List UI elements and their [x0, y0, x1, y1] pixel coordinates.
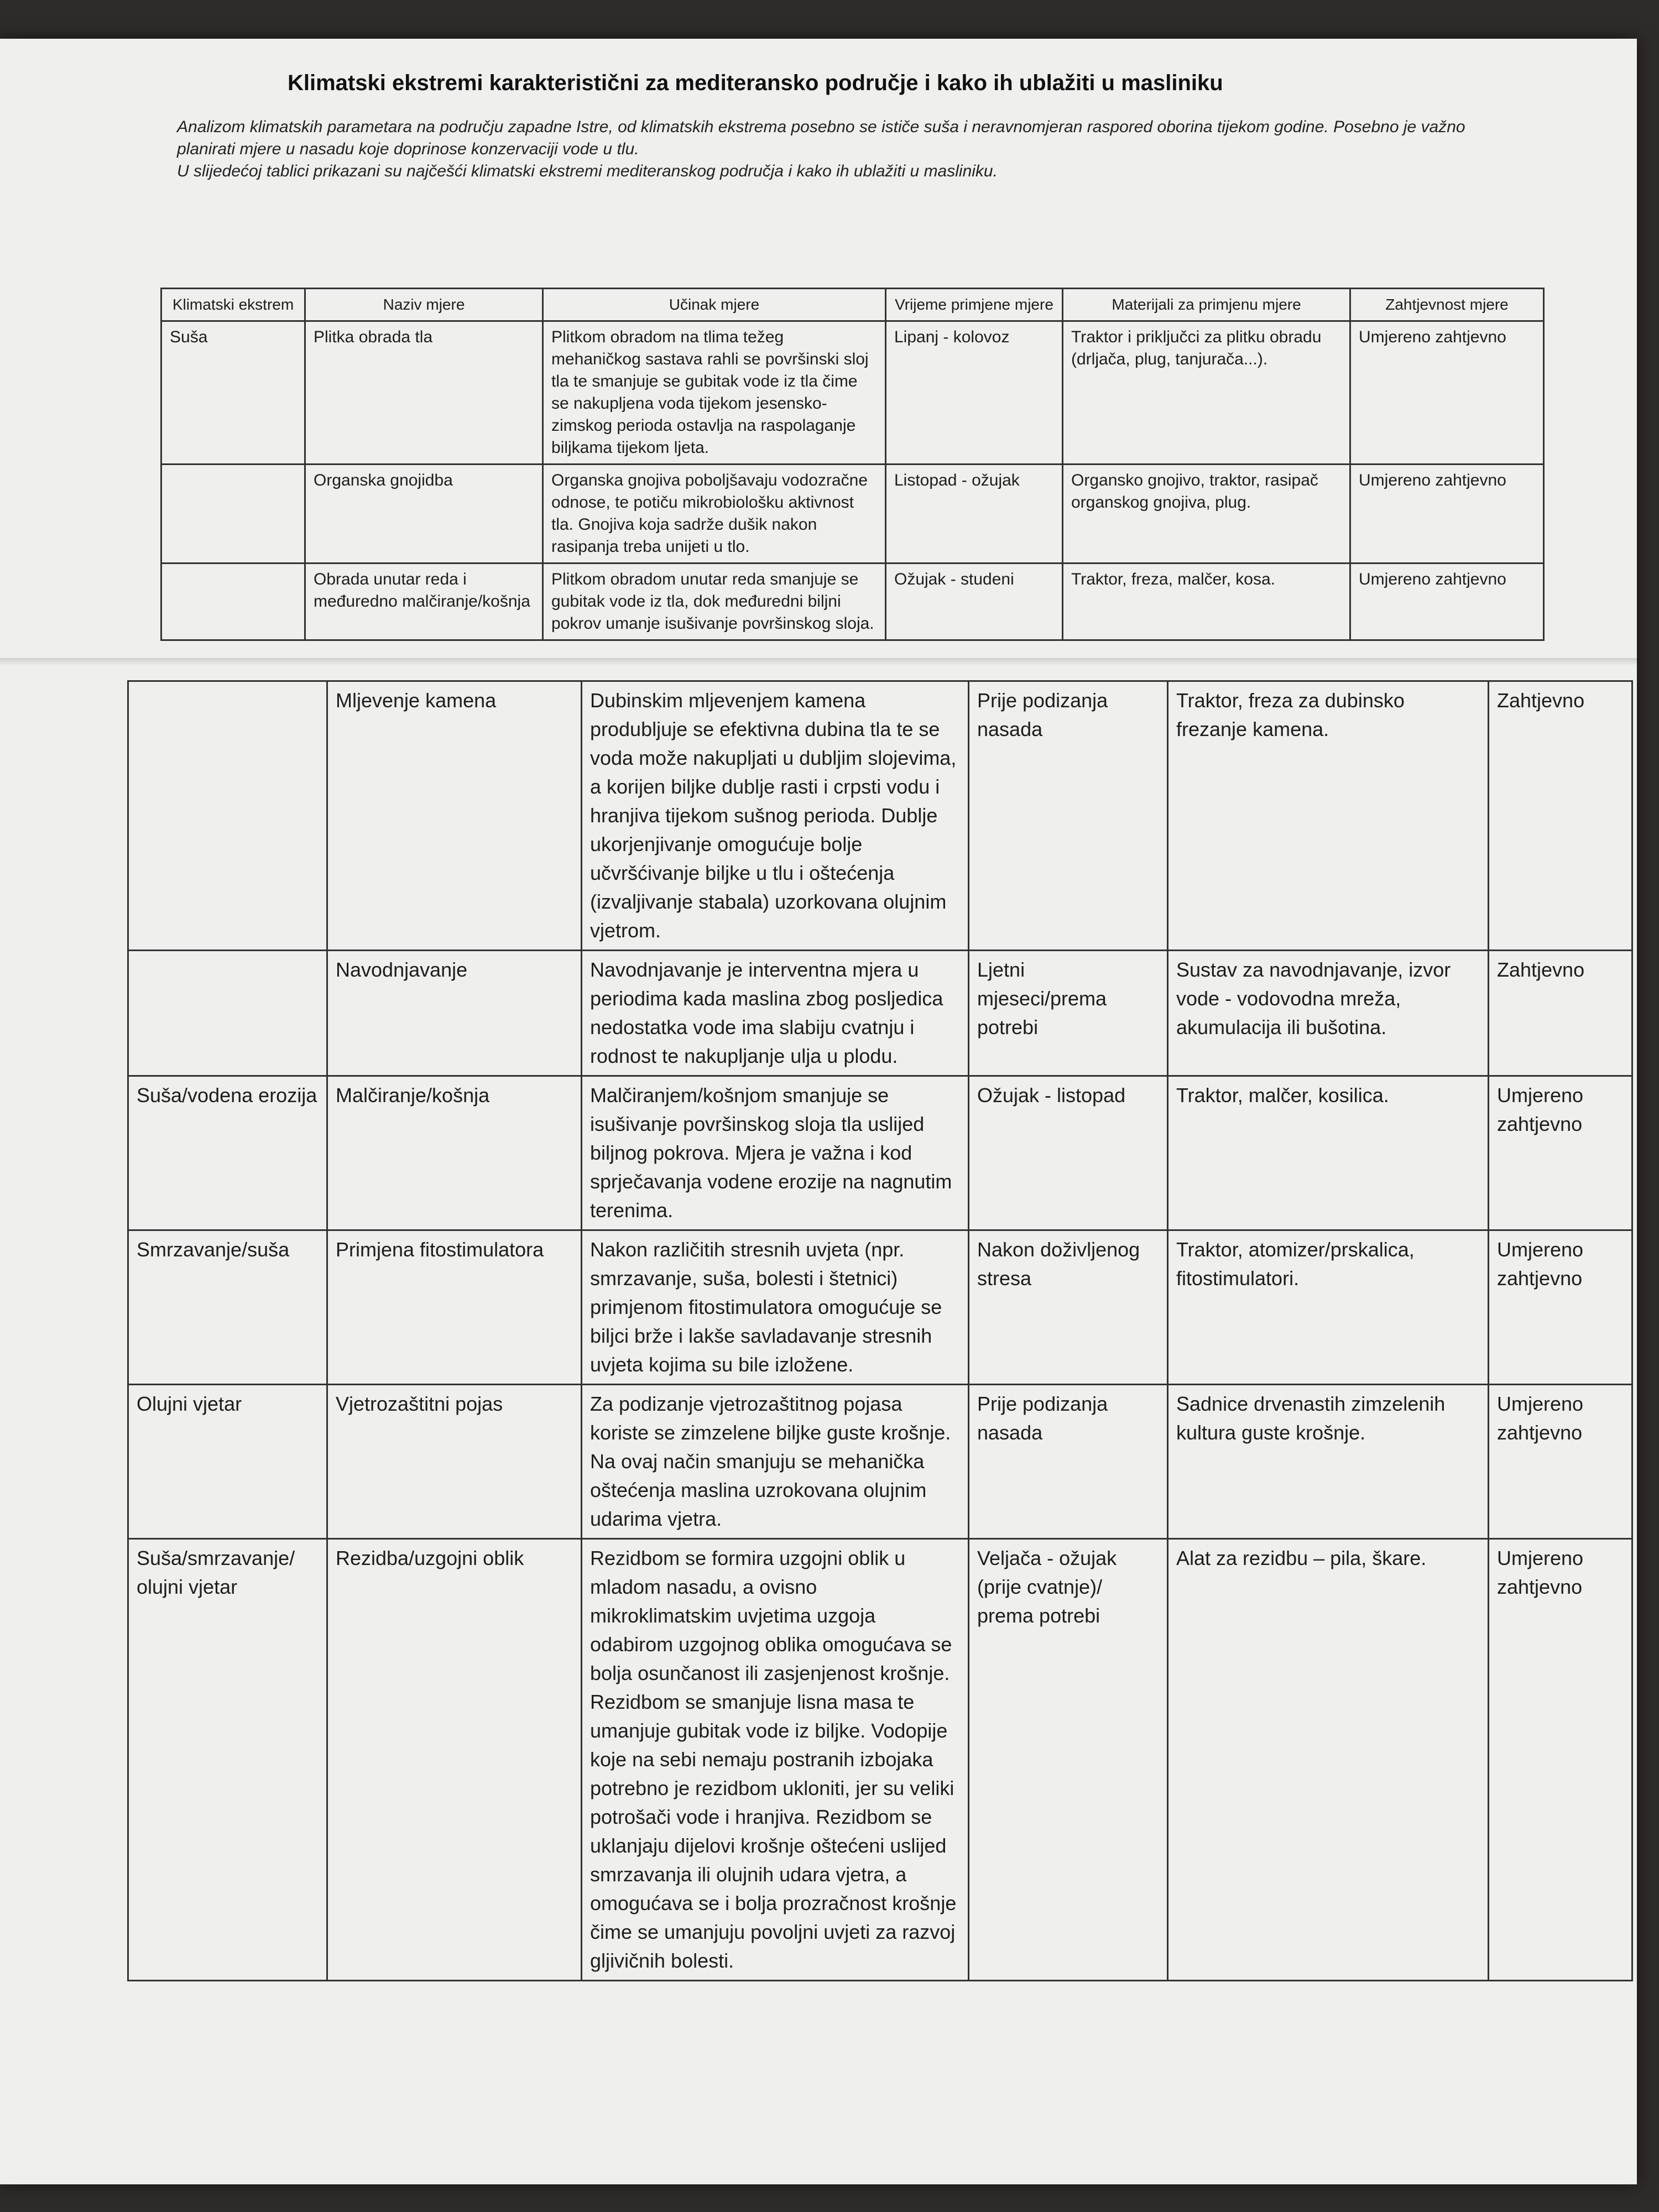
- cell-demand: Umjereno zahtjevno: [1489, 1076, 1632, 1230]
- cell-time: Ožujak - listopad: [969, 1076, 1168, 1230]
- cell-demand: Umjereno zahtjevno: [1489, 1230, 1632, 1385]
- header-effect: Učinak mjere: [543, 289, 886, 321]
- header-time: Vrijeme primjene mjere: [886, 289, 1063, 321]
- cell-time: Veljača - ožujak (prije cvatnje)/ prema potrebi: [969, 1539, 1168, 1981]
- cell-time: Prije podizanja nasada: [969, 681, 1168, 951]
- cell-extreme: [161, 465, 305, 564]
- table-row: [128, 1385, 1632, 1539]
- cell-effect: Organska gnojiva poboljšavaju vodozračne odnose, te potiču mikrobiološku aktivnost tla. Gnojiva koja sadrže dušik nakon rasipanja treba unijeti u tlo.: [543, 465, 886, 564]
- cell-demand: Zahtjevno: [1489, 951, 1632, 1076]
- header-demand: Zahtjevnost mjere: [1350, 289, 1544, 321]
- cell-materials: Sustav za navodnjavanje, izvor vode - vodovodna mreža, akumulacija ili bušotina.: [1168, 951, 1489, 1076]
- cell-effect: Plitkom obradom unutar reda smanjuje se gubitak vode iz tla, dok međuredni biljni pokrov umanje isušivanje površinskog sloja.: [543, 564, 886, 640]
- cell-measure: Rezidba/uzgojni oblik: [327, 1539, 582, 1981]
- intro-paragraph: U slijedećoj tablici prikazani su najčešći klimatski ekstremi mediteranskog područja i kako ih ublažiti u masliniku.: [177, 162, 998, 180]
- header-materials: Materijali za primjenu mjere: [1063, 289, 1350, 321]
- table-row: [128, 951, 1632, 1076]
- intro-text: [177, 116, 1526, 182]
- cell-materials: Traktor i priključci za plitku obradu (drljača, plug, tanjurača...).: [1063, 321, 1350, 465]
- table-body: [161, 321, 1544, 640]
- cell-extreme: Olujni vjetar: [128, 1385, 327, 1539]
- cell-demand: Umjereno zahtjevno: [1489, 1539, 1632, 1981]
- cell-time: Ožujak - studeni: [886, 564, 1063, 640]
- cell-measure: Vjetrozaštitni pojas: [327, 1385, 582, 1539]
- cell-extreme: Suša/vodena erozija: [128, 1076, 327, 1230]
- cell-effect: Malčiranjem/košnjom smanjuje se isušivanje površinskog sloja tla uslijed biljnog pokrova. Mjera je važna i kod sprječavanja vodene erozije na nagnutim terenima.: [582, 1076, 969, 1230]
- table-header-row: [161, 289, 1544, 321]
- header-measure: Naziv mjere: [305, 289, 543, 321]
- cell-measure: Malčiranje/košnja: [327, 1076, 582, 1230]
- cell-time: Lipanj - kolovoz: [886, 321, 1063, 465]
- cell-materials: Traktor, malčer, kosilica.: [1168, 1076, 1489, 1230]
- document-title: Klimatski ekstremi karakteristični za mediteransko područje i kako ih ublažiti u masliniku: [288, 71, 1223, 95]
- header-extreme: Klimatski ekstrem: [161, 289, 305, 321]
- cell-effect: Rezidbom se formira uzgojni oblik u mladom nasadu, a ovisno mikroklimatskim uvjetima uzgoja odabirom uzgojnog oblika omogućava se bolja osunčanost ili zasjenjenost krošnje. Rezidbom se smanjuje lisna masa te umanjuje gubitak vode iz biljke. Vodopije koje na sebi nemaju postranih izbojaka potrebno je rezidbom ukloniti, jer su veliki potrošači vode i hranjiva. Rezidbom se uklanjaju dijelovi krošnje oštećeni uslijed smrzavanja ili olujnih udara vjetra, a omogućava se i bolja prozračnost krošnje čime se umanjuju povoljni uvjeti za razvoj gljivičnih bolesti.: [582, 1539, 969, 1981]
- cell-demand: Umjereno zahtjevno: [1489, 1385, 1632, 1539]
- cell-extreme: [128, 681, 327, 951]
- cell-effect: Za podizanje vjetrozaštitnog pojasa koriste se zimzelene biljke guste krošnje. Na ovaj način smanjuju se mehanička oštećenja maslina uzrokovana olujnim udarima vjetra.: [582, 1385, 969, 1539]
- cell-time: Listopad - ožujak: [886, 465, 1063, 564]
- cell-demand: Umjereno zahtjevno: [1350, 465, 1544, 564]
- cell-materials: Traktor, freza, malčer, kosa.: [1063, 564, 1350, 640]
- cell-effect: Plitkom obradom na tlima težeg mehaničkog sastava rahli se površinski sloj tla te smanjuje se gubitak vode iz tla čime se nakupljena voda tijekom jesensko-zimskog perioda ostavlja na raspolaganje biljkama tijekom ljeta.: [543, 321, 886, 465]
- table-body: [128, 681, 1632, 1981]
- intro-paragraph: Analizom klimatskih parametara na području zapadne Istre, od klimatskih ekstrema posebno se ističe suša i neravnomjeran raspored oborina tijekom godine. Posebno je važno planirati mjere u nasadu koje doprinose konzervaciji vode u tlu.: [177, 118, 1465, 158]
- cell-extreme: [161, 564, 305, 640]
- table-row: [128, 1076, 1632, 1230]
- cell-extreme: Suša: [161, 321, 305, 465]
- table-row: [161, 564, 1544, 640]
- cell-materials: Traktor, atomizer/prskalica, fitostimulatori.: [1168, 1230, 1489, 1385]
- cell-extreme: Suša/smrzavanje/ olujni vjetar: [128, 1539, 327, 1981]
- cell-demand: Zahtjevno: [1489, 681, 1632, 951]
- paper-sheet: [0, 39, 1637, 2184]
- cell-time: Ljetni mjeseci/prema potrebi: [969, 951, 1168, 1076]
- table-row: [128, 1539, 1632, 1981]
- cell-measure: Primjena fitostimulatora: [327, 1230, 582, 1385]
- measures-table-part-2: [127, 680, 1633, 1981]
- cell-time: Prije podizanja nasada: [969, 1385, 1168, 1539]
- cell-measure: Obrada unutar reda i međuredno malčiranje/košnja: [305, 564, 543, 640]
- cell-measure: Mljevenje kamena: [327, 681, 582, 951]
- cell-time: Nakon doživljenog stresa: [969, 1230, 1168, 1385]
- cell-demand: Umjereno zahtjevno: [1350, 321, 1544, 465]
- cell-effect: Nakon različitih stresnih uvjeta (npr. smrzavanje, suša, bolesti i štetnici) primjenom fitostimulatora omogućuje se biljci brže i lakše savladavanje stresnih uvjeta kojima su bile izložene.: [582, 1230, 969, 1385]
- table-row: [161, 465, 1544, 564]
- paper-fold: [0, 658, 1637, 666]
- cell-measure: Organska gnojidba: [305, 465, 543, 564]
- cell-materials: Alat za rezidbu – pila, škare.: [1168, 1539, 1489, 1981]
- cell-measure: Plitka obrada tla: [305, 321, 543, 465]
- table-row: [161, 321, 1544, 465]
- cell-extreme: [128, 951, 327, 1076]
- cell-materials: Sadnice drvenastih zimzelenih kultura guste krošnje.: [1168, 1385, 1489, 1539]
- cell-effect: Navodnjavanje je interventna mjera u periodima kada maslina zbog posljedica nedostatka vode ima slabiju cvatnju i rodnost te nakupljanje ulja u plodu.: [582, 951, 969, 1076]
- cell-materials: Organsko gnojivo, traktor, rasipač organskog gnojiva, plug.: [1063, 465, 1350, 564]
- table-row: [128, 681, 1632, 951]
- cell-measure: Navodnjavanje: [327, 951, 582, 1076]
- cell-demand: Umjereno zahtjevno: [1350, 564, 1544, 640]
- cell-extreme: Smrzavanje/suša: [128, 1230, 327, 1385]
- table-row: [128, 1230, 1632, 1385]
- cell-materials: Traktor, freza za dubinsko frezanje kamena.: [1168, 681, 1489, 951]
- cell-effect: Dubinskim mljevenjem kamena produbljuje se efektivna dubina tla te se voda može nakupljati u dubljim slojevima, a korijen biljke dublje rasti i crpsti vodu i hranjiva tijekom sušnog perioda. Dublje ukorjenjivanje omogućuje bolje učvršćivanje biljke u tlu i oštećenja (izvaljivanje stabala) uzorkovana olujnim vjetrom.: [582, 681, 969, 951]
- measures-table-part-1: [160, 288, 1545, 641]
